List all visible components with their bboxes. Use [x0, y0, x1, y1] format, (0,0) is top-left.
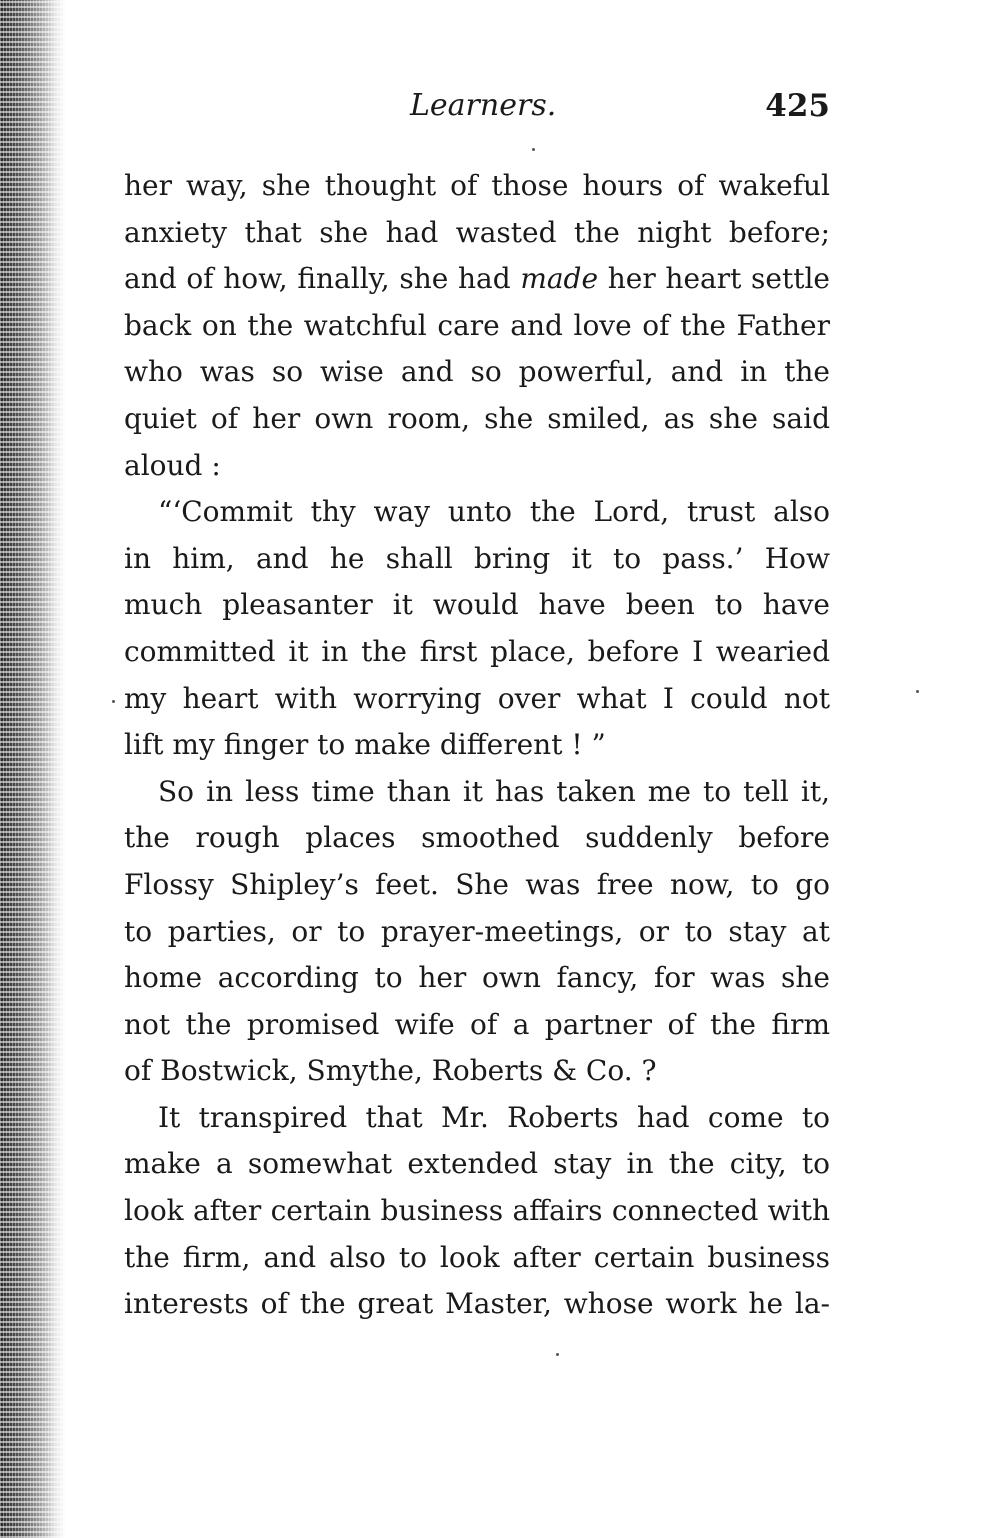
text-line: make a somewhat extended stay in the city, to: [124, 1147, 830, 1181]
text-line: her way, she thought of those hours of wakeful: [124, 169, 830, 202]
paragraph: [124, 1095, 830, 1328]
text-line: committed it in the first place, before I wearied: [124, 634, 830, 668]
text-line: who was so wise and so powerful, and in the: [124, 355, 830, 389]
text-line: interests of the great Master, whose work he la-: [124, 1287, 830, 1321]
scan-speck: [556, 1353, 559, 1356]
text-segment: her heart settle: [598, 262, 830, 296]
scanned-binding-edge: [0, 0, 66, 1538]
text-line: much pleasanter it would have been to have: [124, 588, 830, 622]
scan-speck: [532, 148, 535, 151]
text-line: of Bostwick, Smythe, Roberts & Co. ?: [124, 1054, 657, 1088]
text-segment: and of how, finally, she had: [124, 262, 521, 296]
paragraph: [124, 769, 830, 1095]
emphasized-word: made: [520, 262, 599, 296]
text-line: So in less time than it has taken me to tell it,: [158, 774, 830, 808]
text-line: in him, and he shall bring it to pass.’ How: [124, 541, 830, 575]
text-line: Flossy Shipley’s feet. She was free now, to go: [124, 867, 830, 901]
text-line: quiet of her own room, she smiled, as she said: [124, 401, 830, 435]
text-line: home according to her own fancy, for was she: [124, 961, 830, 995]
text-line: back on the watchful care and love of the Father: [124, 308, 830, 342]
text-line: not the promised wife of a partner of the firm: [124, 1007, 830, 1041]
text-line: It transpired that Mr. Roberts had come to: [158, 1100, 830, 1134]
scan-speck: [112, 700, 115, 703]
page-number: 425: [765, 88, 830, 124]
page-header: [124, 84, 830, 134]
text-line: look after certain business affairs connected with: [124, 1194, 830, 1228]
text-line: my heart with worrying over what I could not: [124, 681, 830, 715]
text-line: [124, 256, 830, 303]
body-text: [124, 163, 830, 1328]
text-line: the rough places smoothed suddenly before: [124, 821, 830, 855]
paragraph: [124, 489, 830, 769]
text-line: anxiety that she had wasted the night before;: [124, 215, 830, 249]
scan-speck: [916, 690, 919, 693]
text-line: lift my finger to make different ! ”: [124, 728, 606, 762]
paragraph: [124, 163, 830, 489]
text-line: aloud :: [124, 448, 221, 482]
text-line: the firm, and also to look after certain business: [124, 1240, 830, 1274]
text-line: to parties, or to prayer-meetings, or to stay at: [124, 914, 830, 948]
text-line: “‘Commit thy way unto the Lord, trust also: [158, 495, 830, 529]
running-title: Learners.: [410, 88, 557, 123]
